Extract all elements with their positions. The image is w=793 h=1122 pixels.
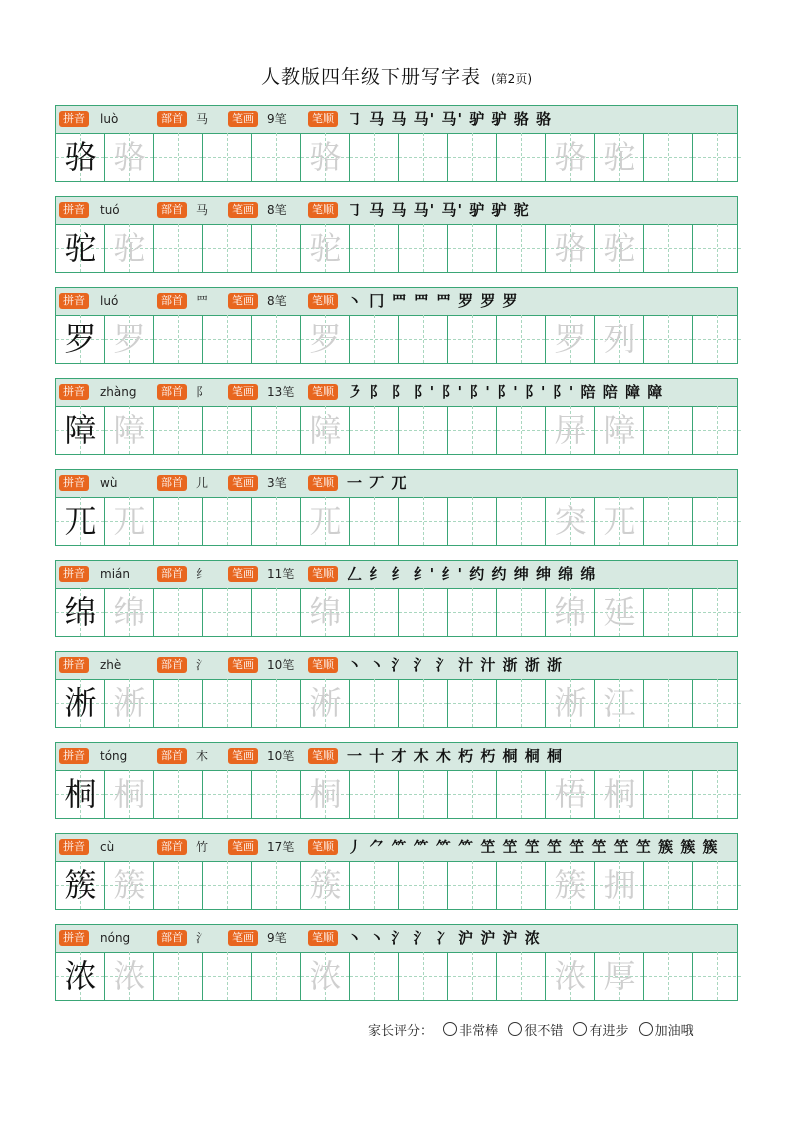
practice-cell[interactable] (399, 406, 448, 454)
pinyin-value: mián (100, 567, 130, 581)
character-info-bar (55, 196, 738, 225)
trace-character: 浓 (113, 957, 146, 995)
radical-tag: 部首 (157, 930, 187, 946)
word-guide-character-2: 列 (603, 320, 636, 358)
practice-cell[interactable] (350, 497, 399, 545)
writing-grid (55, 952, 738, 1001)
practice-cell[interactable] (399, 952, 448, 1000)
practice-cell[interactable] (154, 952, 203, 1000)
practice-cell[interactable] (154, 861, 203, 909)
pinyin-value: luò (100, 112, 119, 126)
practice-cell[interactable] (399, 588, 448, 636)
stroke-count-value: 10笔 (267, 749, 295, 763)
practice-cell[interactable] (203, 497, 252, 545)
trace-character: 障 (113, 411, 146, 449)
practice-cell[interactable] (644, 770, 693, 818)
character-block (55, 833, 738, 911)
pinyin-tag: 拼音 (59, 475, 89, 491)
radical-tag: 部首 (157, 111, 187, 127)
pinyin-value: wù (100, 476, 118, 490)
stroke-order-tag: 笔顺 (308, 475, 338, 491)
stroke-count-value: 10笔 (267, 658, 295, 672)
practice-cell[interactable] (693, 770, 742, 818)
practice-cell[interactable] (203, 952, 252, 1000)
stroke-order-tag: 笔顺 (308, 384, 338, 400)
practice-cell[interactable] (252, 588, 301, 636)
practice-cell[interactable] (252, 861, 301, 909)
radical-value: 阝 (196, 385, 209, 399)
pinyin-tag: 拼音 (59, 384, 89, 400)
radical-tag: 部首 (157, 657, 187, 673)
radical-tag: 部首 (157, 839, 187, 855)
practice-cell[interactable] (448, 315, 497, 363)
radical-tag: 部首 (157, 293, 187, 309)
character-block (55, 469, 738, 547)
model-character: 淅 (64, 684, 97, 722)
pinyin-value: nóng (100, 931, 131, 945)
trace-character: 桐 (113, 775, 146, 813)
stroke-count-value: 9笔 (267, 112, 287, 126)
practice-cell[interactable] (644, 861, 693, 909)
trace-character: 桐 (309, 775, 342, 813)
stroke-count-value: 11笔 (267, 567, 295, 581)
rating-radio-4[interactable] (639, 1022, 653, 1036)
word-guide-character-2: 厚 (603, 957, 636, 995)
character-info-bar (55, 924, 738, 953)
practice-cell[interactable] (154, 406, 203, 454)
character-info-bar (55, 560, 738, 589)
practice-cell[interactable] (644, 588, 693, 636)
trace-character: 障 (309, 411, 342, 449)
stroke-count-tag: 笔画 (228, 839, 258, 855)
rating-radio-1[interactable] (443, 1022, 457, 1036)
word-guide-character-2: 拥 (603, 866, 636, 904)
practice-cell[interactable] (252, 770, 301, 818)
practice-cell[interactable] (644, 952, 693, 1000)
pinyin-value: tóng (100, 749, 128, 763)
practice-cell[interactable] (693, 861, 742, 909)
trace-character: 绵 (309, 593, 342, 631)
character-block (55, 378, 738, 456)
practice-cell[interactable] (497, 861, 546, 909)
word-guide-character-2: 障 (603, 411, 636, 449)
practice-cell[interactable] (203, 679, 252, 727)
pinyin-value: luó (100, 294, 119, 308)
character-block (55, 105, 738, 183)
practice-cell[interactable] (693, 224, 742, 272)
stroke-count-tag: 笔画 (228, 384, 258, 400)
model-character: 浓 (64, 957, 97, 995)
practice-cell[interactable] (154, 497, 203, 545)
practice-cell[interactable] (497, 497, 546, 545)
word-guide-character-2: 驼 (603, 229, 636, 267)
practice-cell[interactable] (693, 315, 742, 363)
word-guide-character-1: 突 (554, 502, 587, 540)
practice-cell[interactable] (399, 861, 448, 909)
practice-cell[interactable] (252, 679, 301, 727)
stroke-order-tag: 笔顺 (308, 293, 338, 309)
stroke-count-tag: 笔画 (228, 111, 258, 127)
model-character: 桐 (64, 775, 97, 813)
rating-radio-2[interactable] (508, 1022, 522, 1036)
word-guide-character-1: 屏 (554, 411, 587, 449)
word-guide-character-1: 骆 (554, 229, 587, 267)
stroke-order-tag: 笔顺 (308, 111, 338, 127)
pinyin-tag: 拼音 (59, 930, 89, 946)
radical-value: 木 (196, 749, 209, 763)
stroke-order-sequence: 𠃋 纟 纟 纟' 纟' 约 约 绅 绅 绵 绵 (347, 565, 597, 583)
stroke-count-tag: 笔画 (228, 748, 258, 764)
word-guide-character-2: 延 (603, 593, 636, 631)
character-info-bar (55, 742, 738, 771)
stroke-count-tag: 笔画 (228, 930, 258, 946)
practice-cell[interactable] (693, 406, 742, 454)
pinyin-tag: 拼音 (59, 657, 89, 673)
word-guide-character-1: 浓 (554, 957, 587, 995)
character-info-bar (55, 378, 738, 407)
practice-cell[interactable] (203, 588, 252, 636)
character-block (55, 287, 738, 365)
trace-character: 罗 (113, 320, 146, 358)
practice-cell[interactable] (154, 224, 203, 272)
stroke-order-sequence: 丿 ⺈ ⺮ ⺮ ⺮ ⺮ 笁 笁 笁 笁 笁 笁 笁 笁 簇 簇 簇 (347, 838, 719, 856)
pinyin-value: cù (100, 840, 115, 854)
word-guide-character-1: 绵 (554, 593, 587, 631)
radical-tag: 部首 (157, 748, 187, 764)
word-guide-character-2: 江 (603, 684, 636, 722)
word-guide-character-1: 淅 (554, 684, 587, 722)
practice-cell[interactable] (497, 952, 546, 1000)
practice-cell[interactable] (644, 406, 693, 454)
trace-character: 骆 (113, 138, 146, 176)
pinyin-value: zhè (100, 658, 122, 672)
practice-cell[interactable] (154, 315, 203, 363)
practice-cell[interactable] (252, 224, 301, 272)
practice-cell[interactable] (448, 679, 497, 727)
model-character: 骆 (64, 138, 97, 176)
practice-cell[interactable] (448, 133, 497, 181)
practice-cell[interactable] (350, 679, 399, 727)
pinyin-tag: 拼音 (59, 839, 89, 855)
practice-cell[interactable] (154, 770, 203, 818)
pinyin-tag: 拼音 (59, 202, 89, 218)
trace-character: 淅 (309, 684, 342, 722)
stroke-order-tag: 笔顺 (308, 748, 338, 764)
model-character: 驼 (64, 229, 97, 267)
stroke-order-tag: 笔顺 (308, 202, 338, 218)
practice-cell[interactable] (399, 679, 448, 727)
radical-tag: 部首 (157, 475, 187, 491)
writing-grid (55, 679, 738, 728)
radical-value: 罒 (196, 294, 209, 308)
title-text: 人教版四年级下册写字表 (260, 66, 481, 88)
practice-cell[interactable] (448, 406, 497, 454)
practice-cell[interactable] (448, 861, 497, 909)
word-guide-character-1: 梧 (554, 775, 587, 813)
radical-value: 儿 (196, 476, 209, 490)
practice-cell[interactable] (203, 224, 252, 272)
practice-cell[interactable] (448, 224, 497, 272)
practice-cell[interactable] (693, 588, 742, 636)
pinyin-tag: 拼音 (59, 111, 89, 127)
practice-cell[interactable] (644, 679, 693, 727)
radical-value: 马 (196, 203, 209, 217)
practice-cell[interactable] (350, 133, 399, 181)
writing-grid (55, 224, 738, 273)
pinyin-tag: 拼音 (59, 566, 89, 582)
radical-value: 马 (196, 112, 209, 126)
stroke-count-tag: 笔画 (228, 657, 258, 673)
stroke-count-value: 3笔 (267, 476, 287, 490)
practice-cell[interactable] (252, 406, 301, 454)
rating-option-4: 加油哦 (654, 1024, 694, 1039)
radical-value: 竹 (196, 840, 209, 854)
practice-cell[interactable] (448, 770, 497, 818)
stroke-order-tag: 笔顺 (308, 657, 338, 673)
rating-radio-3[interactable] (573, 1022, 587, 1036)
practice-cell[interactable] (203, 315, 252, 363)
character-block (55, 742, 738, 820)
model-character: 簇 (64, 866, 97, 904)
trace-character: 兀 (309, 502, 342, 540)
practice-cell[interactable] (203, 861, 252, 909)
practice-cell[interactable] (350, 588, 399, 636)
stroke-count-tag: 笔画 (228, 202, 258, 218)
practice-cell[interactable] (154, 679, 203, 727)
practice-cell[interactable] (399, 770, 448, 818)
practice-cell[interactable] (350, 861, 399, 909)
practice-cell[interactable] (448, 497, 497, 545)
model-character: 兀 (64, 502, 97, 540)
stroke-order-sequence: 一 十 才 木 木 朽 朽 桐 桐 桐 (347, 747, 564, 765)
trace-character: 罗 (309, 320, 342, 358)
practice-cell[interactable] (399, 315, 448, 363)
radical-tag: 部首 (157, 384, 187, 400)
practice-cell[interactable] (497, 588, 546, 636)
word-guide-character-2: 桐 (603, 775, 636, 813)
model-character: 绵 (64, 593, 97, 631)
character-info-bar (55, 469, 738, 498)
writing-grid (55, 315, 738, 364)
practice-cell[interactable] (448, 588, 497, 636)
practice-cell[interactable] (203, 406, 252, 454)
character-info-bar (55, 651, 738, 680)
practice-cell[interactable] (203, 770, 252, 818)
practice-cell[interactable] (644, 315, 693, 363)
pinyin-tag: 拼音 (59, 293, 89, 309)
character-block (55, 924, 738, 1002)
practice-cell[interactable] (448, 952, 497, 1000)
practice-cell[interactable] (252, 133, 301, 181)
page-number: (第2页) (491, 72, 532, 86)
practice-cell[interactable] (497, 679, 546, 727)
practice-cell[interactable] (497, 315, 546, 363)
practice-cell[interactable] (203, 133, 252, 181)
character-info-bar (55, 105, 738, 134)
stroke-count-value: 8笔 (267, 294, 287, 308)
practice-cell[interactable] (497, 133, 546, 181)
practice-cell[interactable] (399, 133, 448, 181)
trace-character: 驼 (309, 229, 342, 267)
practice-cell[interactable] (497, 770, 546, 818)
model-character: 障 (64, 411, 97, 449)
practice-cell[interactable] (350, 406, 399, 454)
practice-cell[interactable] (644, 497, 693, 545)
radical-value: 氵 (196, 658, 209, 672)
practice-cell[interactable] (693, 497, 742, 545)
practice-cell[interactable] (350, 224, 399, 272)
stroke-order-sequence: 丶 丶 氵 氵 冫 沪 沪 沪 浓 (347, 929, 541, 947)
stroke-order-tag: 笔顺 (308, 930, 338, 946)
stroke-order-sequence: ㇆ 马 马 马' 马' 驴 驴 驼 (347, 201, 530, 219)
radical-tag: 部首 (157, 202, 187, 218)
trace-character: 簇 (113, 866, 146, 904)
practice-cell[interactable] (252, 952, 301, 1000)
practice-cell[interactable] (644, 224, 693, 272)
writing-grid (55, 861, 738, 910)
stroke-count-tag: 笔画 (228, 293, 258, 309)
trace-character: 绵 (113, 593, 146, 631)
radical-value: 纟 (196, 567, 209, 581)
practice-cell[interactable] (399, 497, 448, 545)
stroke-count-value: 8笔 (267, 203, 287, 217)
practice-cell[interactable] (399, 224, 448, 272)
practice-cell[interactable] (693, 133, 742, 181)
practice-cell[interactable] (350, 315, 399, 363)
parent-rating (368, 1020, 694, 1039)
practice-cell[interactable] (154, 133, 203, 181)
practice-cell[interactable] (644, 133, 693, 181)
pinyin-value: tuó (100, 203, 120, 217)
radical-tag: 部首 (157, 566, 187, 582)
model-character: 罗 (64, 320, 97, 358)
writing-grid (55, 497, 738, 546)
stroke-count-value: 9笔 (267, 931, 287, 945)
writing-grid (55, 770, 738, 819)
character-info-bar (55, 287, 738, 316)
practice-cell[interactable] (154, 588, 203, 636)
stroke-order-sequence: ㇆ 马 马 马' 马' 驴 驴 骆 骆 (347, 110, 552, 128)
word-guide-character-1: 骆 (554, 138, 587, 176)
trace-character: 驼 (113, 229, 146, 267)
trace-character: 骆 (309, 138, 342, 176)
word-guide-character-2: 驼 (603, 138, 636, 176)
stroke-order-tag: 笔顺 (308, 566, 338, 582)
stroke-count-tag: 笔画 (228, 475, 258, 491)
practice-cell[interactable] (497, 224, 546, 272)
practice-cell[interactable] (350, 770, 399, 818)
word-guide-character-1: 簇 (554, 866, 587, 904)
stroke-order-sequence: 丶 冂 罒 罒 罒 罗 罗 罗 (347, 292, 519, 310)
trace-character: 兀 (113, 502, 146, 540)
rating-option-3: 有进步 (589, 1024, 629, 1039)
page-title (0, 62, 793, 89)
rating-option-2: 很不错 (524, 1024, 564, 1039)
pinyin-tag: 拼音 (59, 748, 89, 764)
stroke-order-sequence: 丶 丶 氵 氵 氵 汁 汁 浙 浙 浙 (347, 656, 564, 674)
writing-grid (55, 406, 738, 455)
practice-cell[interactable] (693, 952, 742, 1000)
rating-label: 家长评分： (368, 1024, 434, 1039)
character-block (55, 651, 738, 729)
practice-cell[interactable] (350, 952, 399, 1000)
rating-option-1: 非常棒 (459, 1024, 499, 1039)
stroke-order-sequence: 一 丆 兀 (347, 474, 408, 492)
trace-character: 簇 (309, 866, 342, 904)
stroke-order-tag: 笔顺 (308, 839, 338, 855)
practice-cell[interactable] (252, 315, 301, 363)
stroke-count-tag: 笔画 (228, 566, 258, 582)
stroke-count-value: 13笔 (267, 385, 295, 399)
word-guide-character-2: 兀 (603, 502, 636, 540)
practice-cell[interactable] (497, 406, 546, 454)
practice-cell[interactable] (252, 497, 301, 545)
stroke-order-sequence: ㇋ 阝 阝 阝' 阝' 阝' 阝' 阝' 阝' 陪 陪 障 障 (347, 383, 664, 401)
pinyin-value: zhàng (100, 385, 137, 399)
character-info-bar (55, 833, 738, 862)
radical-value: 氵 (196, 931, 209, 945)
practice-cell[interactable] (693, 679, 742, 727)
character-block (55, 560, 738, 638)
trace-character: 浓 (309, 957, 342, 995)
trace-character: 淅 (113, 684, 146, 722)
stroke-count-value: 17笔 (267, 840, 295, 854)
writing-grid (55, 133, 738, 182)
character-block (55, 196, 738, 274)
word-guide-character-1: 罗 (554, 320, 587, 358)
writing-grid (55, 588, 738, 637)
